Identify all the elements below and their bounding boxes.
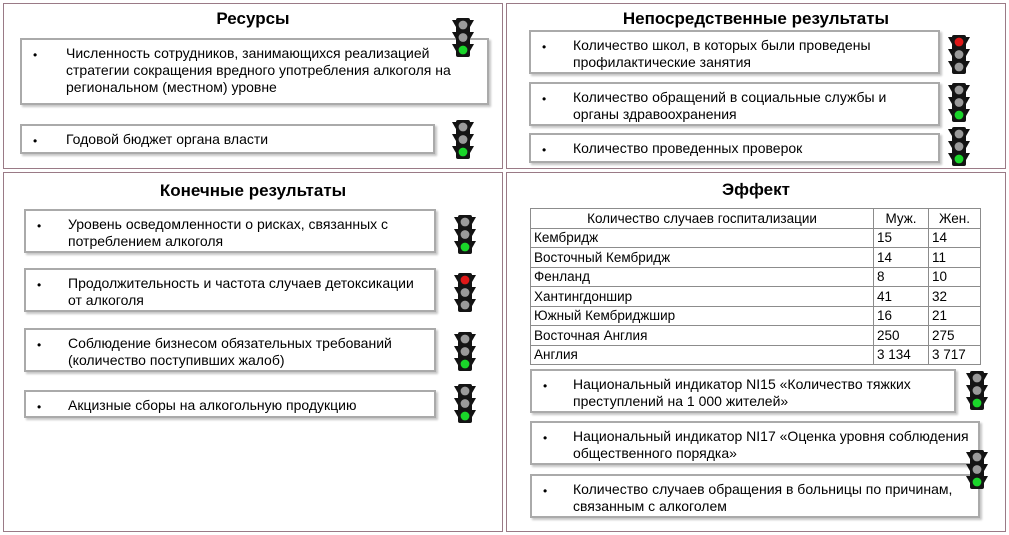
item-text: Национальный индикатор NI17 «Оценка уровня соблюдения общественного порядка» xyxy=(573,428,969,461)
bullet: • xyxy=(37,400,42,414)
outputs-item-inspections xyxy=(529,133,940,163)
table-cell: 14 xyxy=(929,228,981,248)
item-text: Годовой бюджет органа власти xyxy=(66,131,269,147)
table-header-cell: Количество случаев госпитализации xyxy=(531,209,874,229)
table-header-cell: Муж. xyxy=(874,209,929,229)
table-cell: 275 xyxy=(929,326,981,346)
effect-item-ni15 xyxy=(530,369,956,413)
panel-title: Конечные результаты xyxy=(159,181,347,200)
table-cell: 14 xyxy=(874,248,929,268)
resources-item-staff xyxy=(20,38,489,105)
bullet: • xyxy=(543,431,548,445)
item-text: Численность сотрудников, занимающихся реализацией стратегии сокращения вредного употребления алкоголя на региональном (местном) уровне xyxy=(66,45,451,95)
hospitalization-table xyxy=(530,208,981,365)
table-row xyxy=(531,228,981,248)
bullet: • xyxy=(543,379,548,393)
effect-item-hospital xyxy=(530,474,980,518)
resources-item-budget xyxy=(20,124,435,154)
traffic-light-icon xyxy=(452,18,474,58)
bullet: • xyxy=(542,92,547,106)
bullet: • xyxy=(33,134,38,148)
traffic-light-icon xyxy=(452,120,474,160)
table-row xyxy=(531,248,981,268)
traffic-light-icon xyxy=(454,215,476,255)
traffic-light-icon xyxy=(966,371,988,411)
table-cell: 21 xyxy=(929,306,981,326)
outputs-item-referrals xyxy=(529,82,940,126)
table-cell: 16 xyxy=(874,306,929,326)
table-cell: Кембридж xyxy=(531,228,874,248)
table-cell: 3 134 xyxy=(874,345,929,365)
traffic-light-icon xyxy=(454,273,476,313)
table-row xyxy=(531,287,981,307)
outcomes-item-excise xyxy=(24,390,436,418)
table-cell: Фенланд xyxy=(531,267,874,287)
table-cell: Восточный Кембридж xyxy=(531,248,874,268)
table-cell: Восточная Англия xyxy=(531,326,874,346)
bullet: • xyxy=(542,143,547,157)
item-text: Акцизные сборы на алкогольную продукцию xyxy=(68,397,357,413)
item-text: Уровень осведомленности о рисках, связанных с потреблением алкоголя xyxy=(68,216,389,249)
traffic-light-icon xyxy=(454,332,476,372)
traffic-light-icon xyxy=(454,384,476,424)
item-text: Количество случаев обращения в больницы по причинам, связанным с алкоголем xyxy=(573,481,953,514)
traffic-light-icon xyxy=(966,450,988,490)
panel-title: Ресурсы xyxy=(216,9,290,28)
bullet: • xyxy=(33,48,38,62)
table-cell: 41 xyxy=(874,287,929,307)
table-cell: 15 xyxy=(874,228,929,248)
traffic-light-icon xyxy=(948,35,970,75)
bullet: • xyxy=(37,278,42,292)
outcomes-item-detox xyxy=(24,268,436,312)
item-text: Национальный индикатор NI15 «Количество тяжких преступлений на 1 000 жителей» xyxy=(573,376,911,409)
traffic-light-icon xyxy=(948,127,970,167)
outcomes-item-awareness xyxy=(24,209,436,253)
table-header-row xyxy=(531,209,981,229)
panel-title: Непосредственные результаты xyxy=(622,9,890,28)
table-cell: 250 xyxy=(874,326,929,346)
item-text: Количество проведенных проверок xyxy=(573,140,803,156)
table-row xyxy=(531,306,981,326)
effect-item-ni17 xyxy=(530,421,980,465)
bullet: • xyxy=(37,338,42,352)
item-text: Количество школ, в которых были проведены профилактические занятия xyxy=(573,37,871,70)
panel-title: Эффект xyxy=(722,180,790,199)
bullet: • xyxy=(542,40,547,54)
outcomes-item-compliance xyxy=(24,328,436,372)
item-text: Количество обращений в социальные службы и органы здравоохранения xyxy=(573,89,887,122)
table-cell: 8 xyxy=(874,267,929,287)
table-header-cell: Жен. xyxy=(929,209,981,229)
table-row xyxy=(531,326,981,346)
outputs-item-schools xyxy=(529,30,940,74)
table-row xyxy=(531,267,981,287)
table-cell: Южный Кембриджшир xyxy=(531,306,874,326)
item-text: Соблюдение бизнесом обязательных требований (количество поступивших жалоб) xyxy=(68,335,392,368)
table-cell: 11 xyxy=(929,248,981,268)
item-text: Продолжительность и частота случаев детоксикации от алкоголя xyxy=(68,275,414,308)
table-cell: Хантингдоншир xyxy=(531,287,874,307)
bullet: • xyxy=(543,484,548,498)
bullet: • xyxy=(37,219,42,233)
traffic-light-icon xyxy=(948,83,970,123)
table-cell: Англия xyxy=(531,345,874,365)
table-row xyxy=(531,345,981,365)
table-cell: 3 717 xyxy=(929,345,981,365)
table-cell: 32 xyxy=(929,287,981,307)
table-cell: 10 xyxy=(929,267,981,287)
